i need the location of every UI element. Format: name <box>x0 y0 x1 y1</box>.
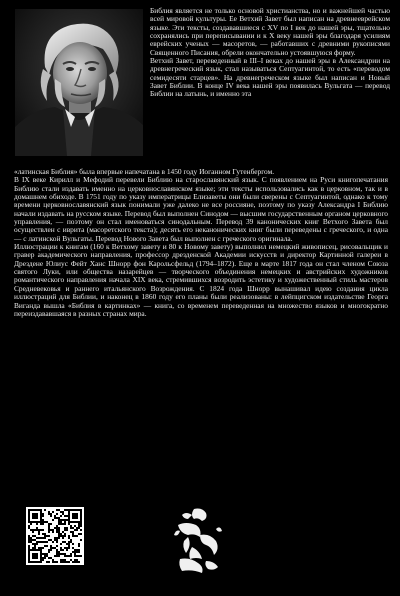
paragraph: Иллюстрации к книгам (160 к Ветхому завету и 80 к Новому завету) выполнил немецкий живописец, рисовальщик и гравер академического направления, профессор дрезденской Академии искусств и директор Картинной галереи в Дрездене Юлиус Фейт Ханс Шнорр фон Карольсфельд (1794–1872). Еще в марте 1817 года он стал членом Союза святого Луки, или общества назарейцев — творческого объединения немецких и австрийских художников романтического направления начала XIX века, стремившихся возродить эстетику и художественный стиль мастеров Средневековья и раннего итальянского Возрождения. С 1824 года Шнорр вынашивал идею создания цикла иллюстраций для Библии, и наконец в 1860 году его планы были реализованы: в лейпцигском издательстве Георга Виганда вышла «Библия в картинках» — книга, со временем переведенная на множество языков и многократно переиздававшаяся в разных странах мира. <box>14 242 388 318</box>
paragraph: «латинская Библия» была впервые напечатана в 1450 году Иоганном Гутенбергом. <box>14 167 275 176</box>
paragraph: Ветхий Завет, переведенный в III–I веках до нашей эры в Александрии на древнегреческий язык, стал называться Септуагинтой, то есть «переводом семидесяти старцев». На древнегреческом языке был написан и Новый Завет Библии. В конце IV века нашей эры появилась Вульгата — перевод Библии на латынь, и именно эта <box>150 56 390 99</box>
author-portrait <box>15 9 143 156</box>
qr-code-icon <box>26 507 84 565</box>
paragraph: В IX веке Кирилл и Мефодий перевели Библию на старославянский язык. С появлением на Руси книгопечатания Библию стали издавать именно на церковнославянском языке; эти тексты использовались как в церковном, так и в домашнем обиходе. В 1751 году по указу императрицы Елизаветы они были сверены с Септуагинтой, однако к тому времени церковнославянский язык понимали уже далеко не все россияне, поэтому по указу Александра I Библию начали издавать на русском языке. Перевод был выполнен Синодом — высшим государственным органом церковного управления, — поэтому он стал именоваться синодальным. Перевод 39 канонических книг Ветхого Завета был осуществлен с иврита (масоретского текста); десять его неканонических книг были переведены с греческого, и одна — с латинской Вульгаты. Перевод Нового Завета был выполнен с греческого оригинала. <box>14 175 388 243</box>
top-text-block <box>150 7 390 99</box>
paragraph: Библия является не только основой христианства, но и важнейшей частью всей мировой культуры. Ее Ветхий Завет был написан на древнееврейском языке. Эти тексты, создававшиеся с XV по I век до нашей эры, тщательно сохранялись при переписывании и к X веку нашей эры благодаря усилиям еврейских ученых — масоретов, — работавших с древними рукописями Священного Писания, обрели окончательно устоявшуюся форму. <box>150 6 390 57</box>
main-text-block <box>14 168 388 318</box>
publisher-logo-icon <box>172 505 224 577</box>
